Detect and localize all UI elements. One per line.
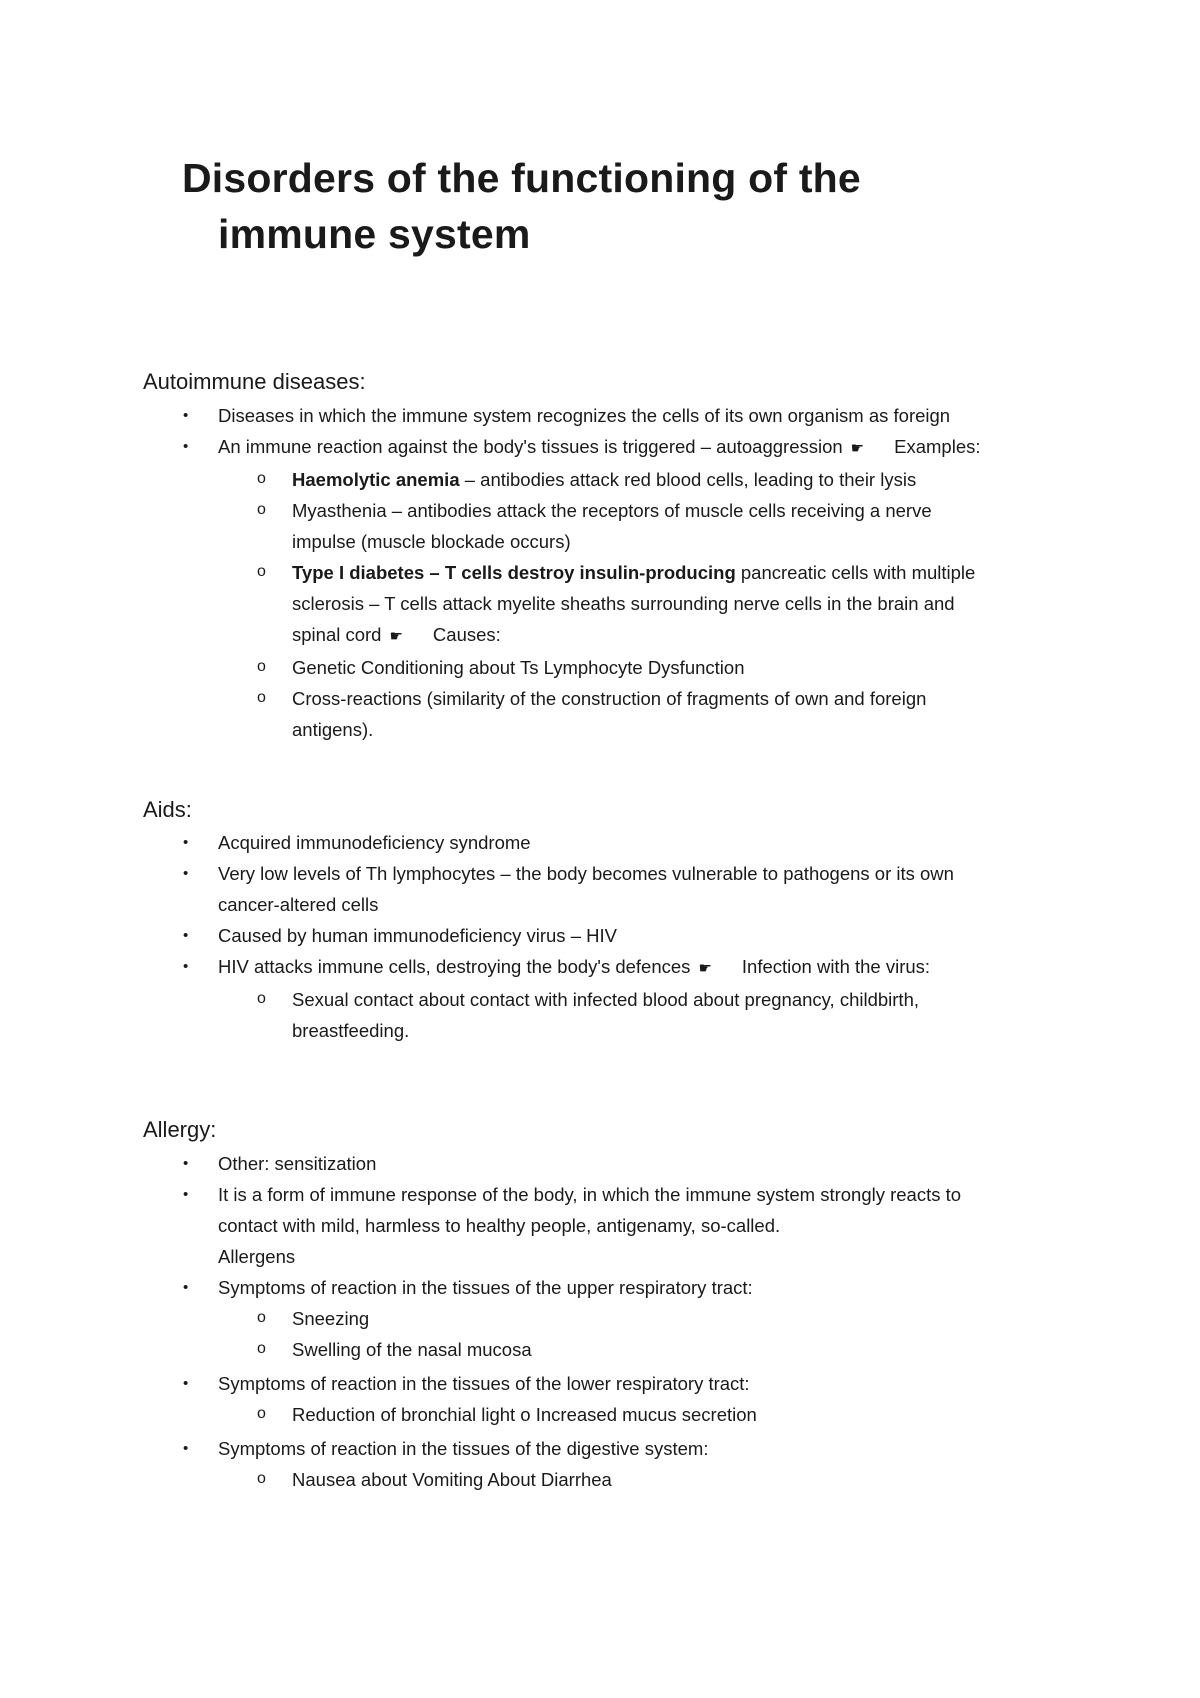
pointing-hand-icon: ☛ — [389, 628, 403, 645]
document-title — [182, 150, 861, 262]
list-item: • Symptoms of reaction in the tissues of the upper respiratory tract: — [0, 1272, 1058, 1303]
list-item: o Haemolytic anemia – antibodies attack red blood cells, leading to their lysis — [0, 464, 1052, 495]
title-line-1: Disorders of the functioning of the — [182, 155, 861, 201]
section-heading-aids: Aids: — [143, 797, 192, 822]
allergy-list — [0, 1148, 1200, 1495]
list-item: o Sneezing — [0, 1303, 1052, 1334]
section-heading-autoimmune: Autoimmune diseases: — [143, 369, 366, 394]
list-item: • Acquired immunodeficiency syndrome — [0, 827, 1058, 858]
list-item: • Very low levels of Th lymphocytes – the body becomes vulnerable to pathogens or its own cancer-altered cells — [0, 858, 1058, 920]
list-item: o Type I diabetes – T cells destroy insulin-producing pancreatic cells with multiple sclerosis – T cells attack myelite sheaths surrounding nerve cells in the brain and spinal cord ☛ Causes: — [0, 557, 1052, 652]
list-item: • Other: sensitization — [0, 1148, 1058, 1179]
list-item: • Diseases in which the immune system recognizes the cells of its own organism as foreign — [0, 400, 1058, 431]
list-item: o Nausea about Vomiting About Diarrhea — [0, 1464, 1052, 1495]
list-item: o Myasthenia – antibodies attack the receptors of muscle cells receiving a nerve impulse (muscle blockade occurs) — [0, 495, 1052, 557]
list-item: o Genetic Conditioning about Ts Lymphocyte Dysfunction — [0, 652, 1052, 683]
list-item: • Symptoms of reaction in the tissues of the lower respiratory tract: — [0, 1368, 1058, 1399]
list-item: • An immune reaction against the body's tissues is triggered – autoaggression ☛ Examples: — [0, 431, 1058, 464]
aids-list — [0, 827, 1200, 1046]
title-line-2: immune system — [218, 211, 531, 257]
section-heading-allergy: Allergy: — [143, 1117, 217, 1142]
list-item: o Reduction of bronchial light o Increased mucus secretion — [0, 1399, 1052, 1430]
pointing-hand-icon: ☛ — [698, 960, 712, 977]
pointing-hand-icon: ☛ — [850, 440, 865, 457]
list-item: • It is a form of immune response of the body, in which the immune system strongly reacts to contact with mild, harmless to healthy people, antigenamy, so-called. Allergens — [0, 1179, 1058, 1272]
list-item: o Sexual contact about contact with infected blood about pregnancy, childbirth, breastfeeding. — [0, 984, 1052, 1046]
list-item: o Swelling of the nasal mucosa — [0, 1334, 1052, 1365]
list-item: o Cross-reactions (similarity of the construction of fragments of own and foreign antigens). — [0, 683, 1052, 745]
list-item: • Caused by human immunodeficiency virus – HIV — [0, 920, 1058, 951]
list-item: • Symptoms of reaction in the tissues of the digestive system: — [0, 1433, 1058, 1464]
list-item: • HIV attacks immune cells, destroying the body's defences ☛ Infection with the virus: — [0, 951, 1058, 984]
autoimmune-list — [0, 400, 1200, 745]
